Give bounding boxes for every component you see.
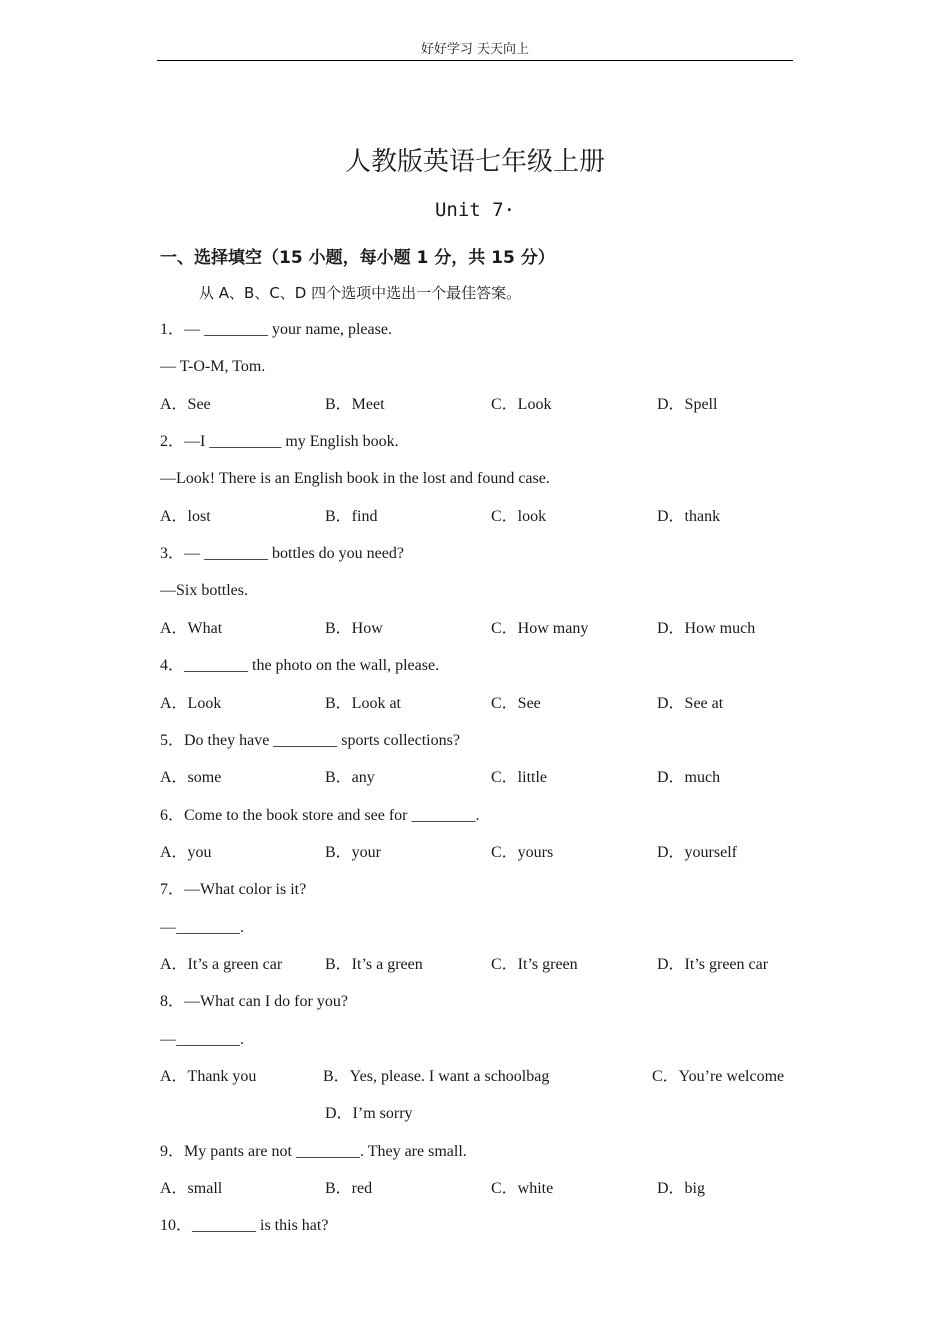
unit-subtitle: Unit 7· — [434, 199, 516, 221]
option-a: A．Look — [160, 695, 222, 712]
option-a: A．some — [160, 769, 222, 786]
option-c: C．How many — [491, 620, 589, 637]
option-d: D．How much — [657, 620, 756, 637]
page-header: 好好学习 天天向上 — [420, 42, 530, 57]
question-dialogue: —Six bottles. — [160, 582, 249, 599]
section-instruction: 从 A、B、C、D 四个选项中选出一个最佳答案。 — [199, 284, 522, 302]
option-d: D．thank — [657, 508, 721, 525]
option-c: C．look — [491, 508, 547, 525]
option-c: C．yours — [491, 844, 554, 861]
option-a: A．Thank you — [160, 1068, 257, 1085]
header-divider — [157, 60, 793, 61]
option-c: C．Look — [491, 396, 552, 413]
option-a: A．small — [160, 1180, 223, 1197]
option-d: D．See at — [657, 695, 724, 712]
option-b: B．Yes, please. I want a schoolbag — [323, 1068, 550, 1085]
question-dialogue: —________. — [160, 1031, 244, 1048]
option-d: D．much — [657, 769, 721, 786]
option-a: A．What — [160, 620, 223, 637]
question-stem: 4．________ the photo on the wall, please. — [160, 657, 440, 674]
question-stem: 1．— ________ your name, please. — [160, 321, 392, 338]
question-stem: 7．—What color is it? — [160, 881, 307, 898]
option-b: B．find — [325, 508, 378, 525]
option-d: D．Spell — [657, 396, 718, 413]
section-heading: 一、选择填空（15 小题，每小题 1 分，共 15 分） — [160, 248, 555, 268]
question-stem: 6．Come to the book store and see for ________. — [160, 807, 480, 824]
option-d: D．yourself — [657, 844, 737, 861]
option-b: B．How — [325, 620, 383, 637]
option-b: B．red — [325, 1180, 373, 1197]
question-stem: 2．—I _________ my English book. — [160, 433, 399, 450]
option-b: B．Meet — [325, 396, 385, 413]
option-a: A．lost — [160, 508, 211, 525]
option-d: D．I’m sorry — [325, 1105, 413, 1122]
option-c: C．You’re welcome — [652, 1068, 785, 1085]
option-c: C．little — [491, 769, 548, 786]
option-b: B．Look at — [325, 695, 401, 712]
option-c: C．It’s green — [491, 956, 578, 973]
question-dialogue: — T-O-M, Tom. — [160, 358, 266, 375]
option-c: C．See — [491, 695, 541, 712]
question-stem: 8．—What can I do for you? — [160, 993, 348, 1010]
option-d: D．It’s green car — [657, 956, 769, 973]
question-stem: 5．Do they have ________ sports collections? — [160, 732, 460, 749]
option-a: A．you — [160, 844, 212, 861]
option-a: A．It’s a green car — [160, 956, 283, 973]
option-b: B．It’s a green — [325, 956, 423, 973]
question-dialogue: —________. — [160, 919, 244, 936]
option-b: B．your — [325, 844, 382, 861]
document-title: 人教版英语七年级上册 — [344, 147, 605, 177]
option-c: C．white — [491, 1180, 554, 1197]
question-dialogue: —Look! There is an English book in the lost and found case. — [160, 470, 550, 487]
question-stem: 9．My pants are not ________. They are small. — [160, 1143, 467, 1160]
option-b: B．any — [325, 769, 375, 786]
question-stem: 10．________ is this hat? — [160, 1217, 329, 1234]
option-a: A．See — [160, 396, 211, 413]
question-stem: 3．— ________ bottles do you need? — [160, 545, 404, 562]
option-d: D．big — [657, 1180, 706, 1197]
